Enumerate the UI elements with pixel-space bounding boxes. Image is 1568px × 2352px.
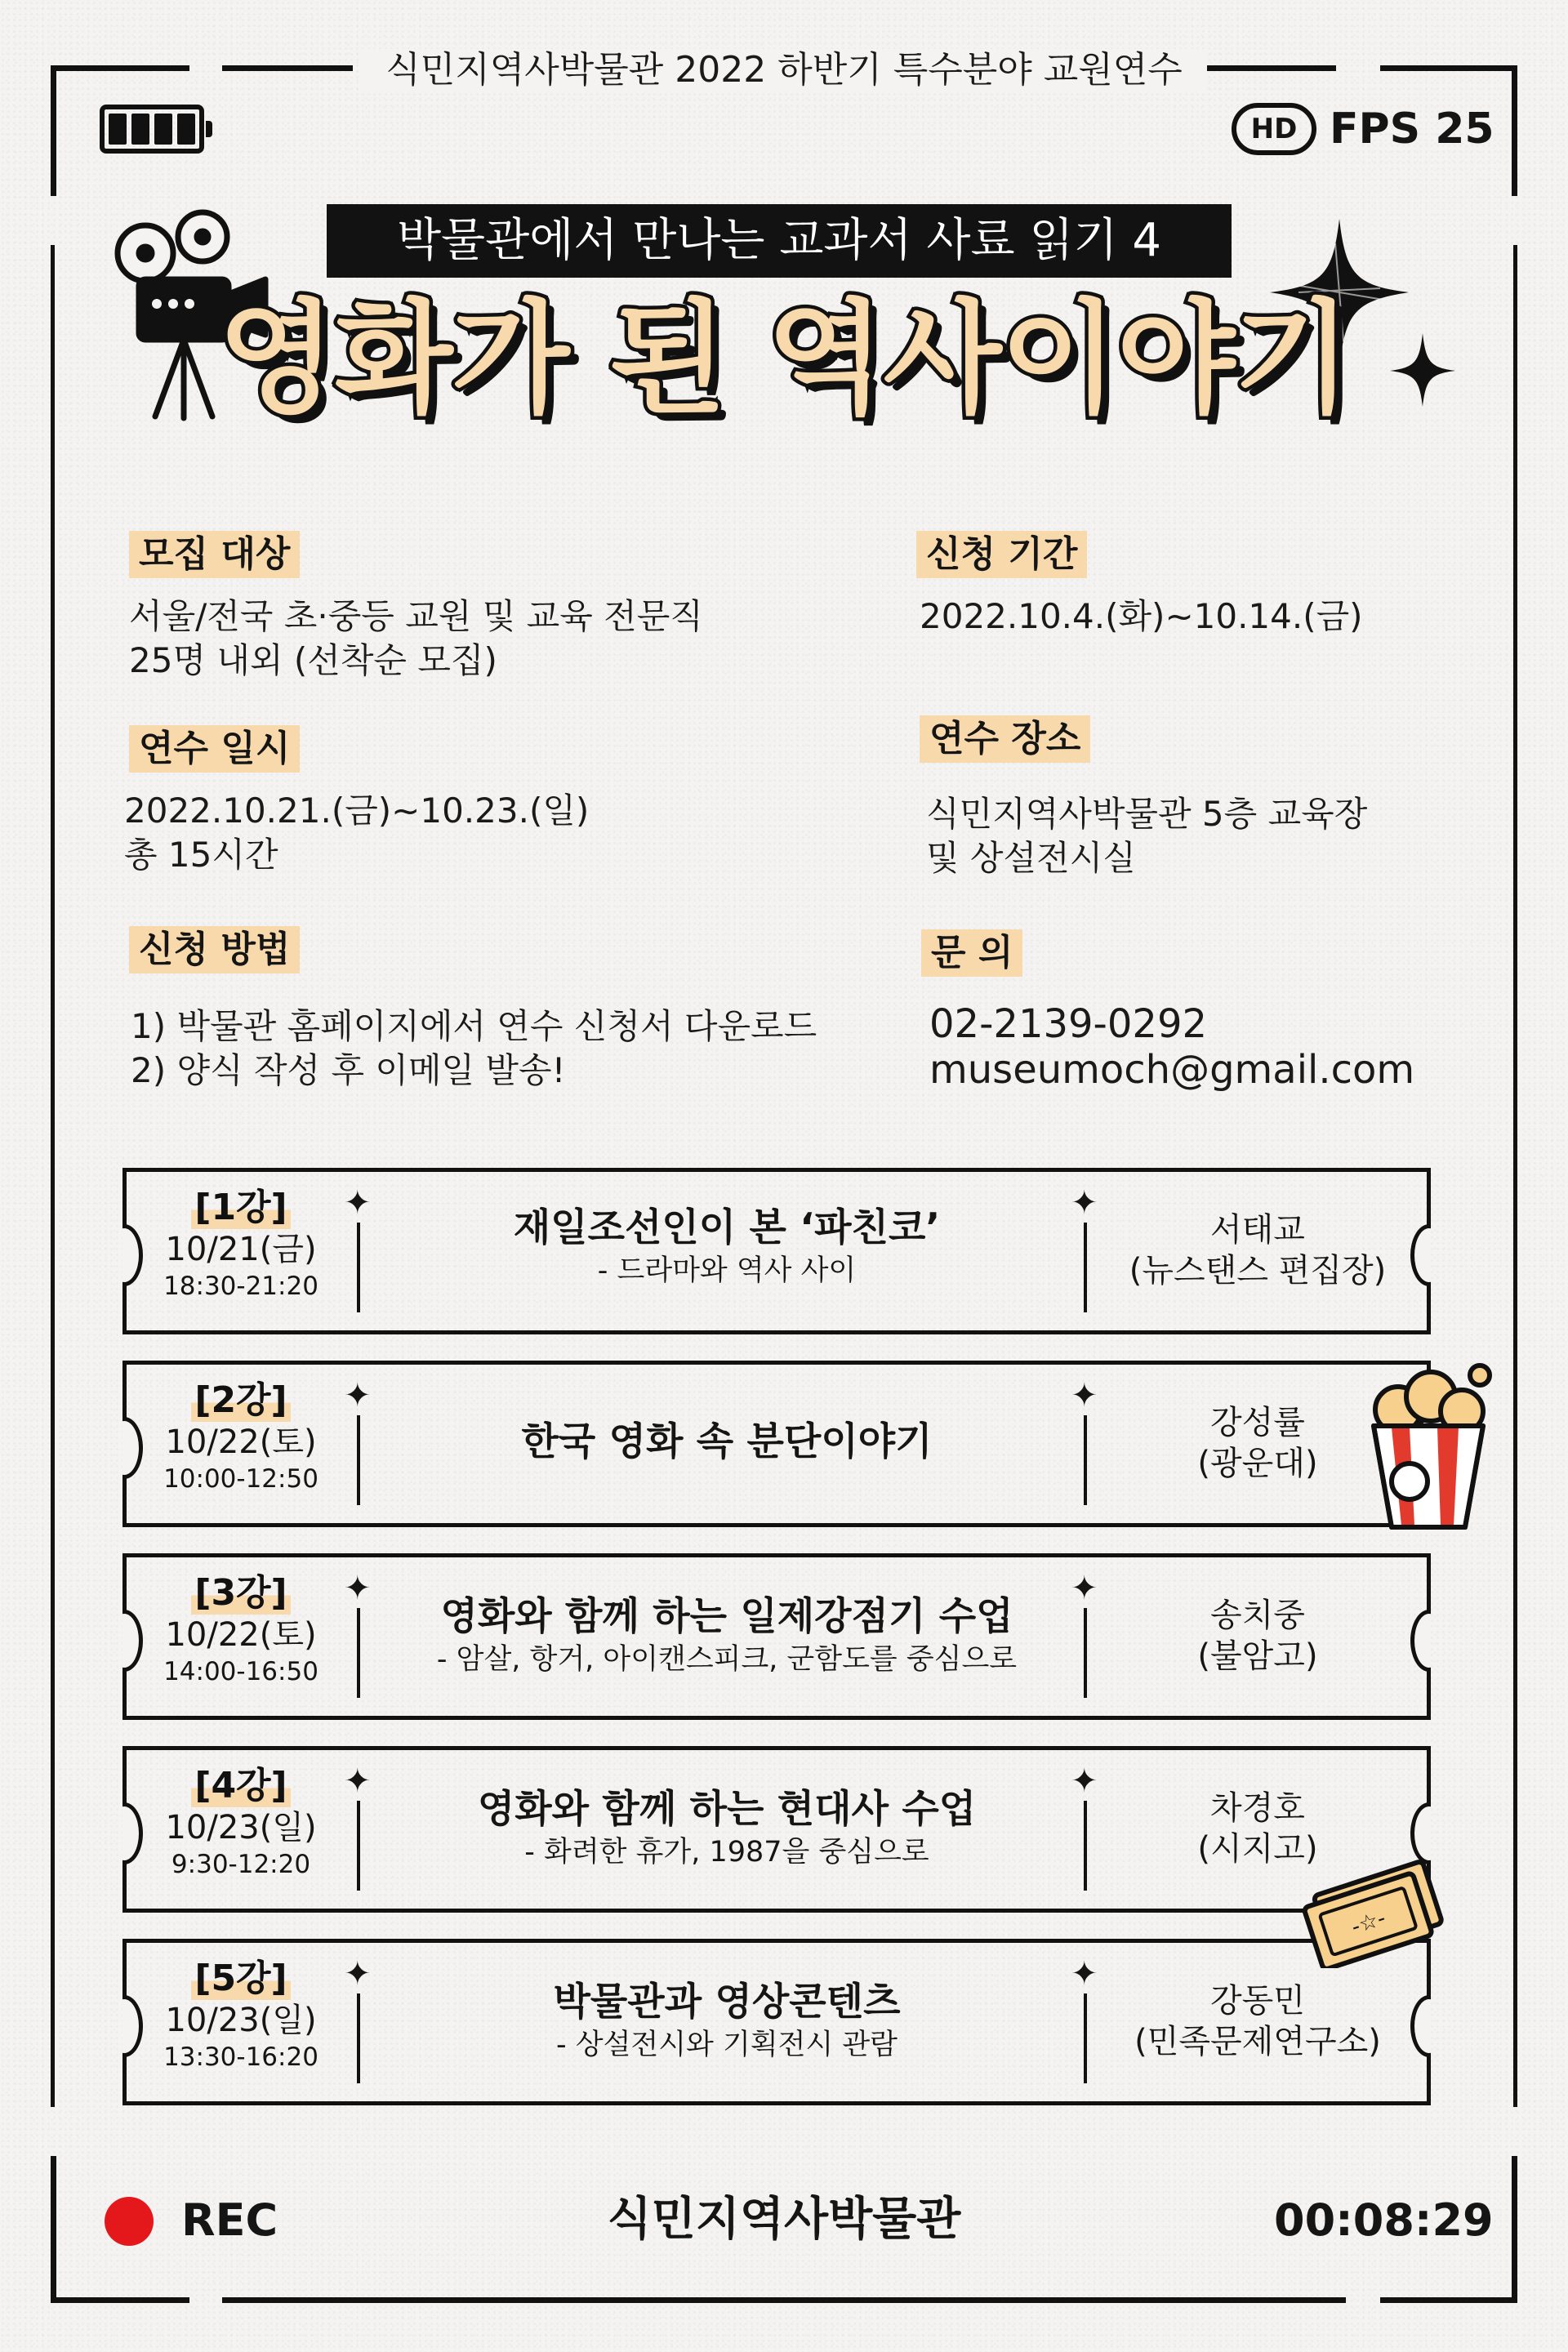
contact-text: 02-2139-0292 museumoch@gmail.com bbox=[929, 1001, 1415, 1093]
lecture-number: [5강] bbox=[191, 1958, 290, 2000]
method-text: 1) 박물관 홈페이지에서 연수 신청서 다운로드 2) 양식 작성 후 이메일 발송! bbox=[131, 1006, 817, 1090]
contact-label: 문 의 bbox=[921, 929, 1022, 977]
lecture-ticket bbox=[122, 1939, 1431, 2105]
lecture-date: 10/23(일) bbox=[165, 2002, 317, 2039]
lecture-title: 한국 영화 속 분단이야기 bbox=[521, 1419, 933, 1464]
lecture-time: 14:00-16:50 bbox=[163, 1657, 318, 1686]
star-icon: ✦ bbox=[1071, 1762, 1098, 1800]
star-icon: ✦ bbox=[1071, 1570, 1098, 1607]
star-icon: ✦ bbox=[344, 1570, 372, 1607]
lecture-subtitle: - 상설전시와 기획전시 관람 bbox=[556, 2029, 898, 2061]
battery-icon bbox=[100, 105, 204, 154]
star-icon: ✦ bbox=[1071, 1955, 1098, 1993]
lecturer-name: 서태교 bbox=[1210, 1211, 1305, 1249]
lecturer-name: 차경호 bbox=[1210, 1789, 1305, 1827]
lecturer-affiliation: (뉴스탠스 편집장) bbox=[1129, 1252, 1387, 1290]
lecture-ticket bbox=[122, 1553, 1431, 1720]
target-text: 서울/전국 초·중등 교원 및 교육 전문직 25명 내외 (선착순 모집) bbox=[129, 596, 703, 680]
lecture-title: 박물관과 영상콘텐츠 bbox=[553, 1980, 901, 2025]
lecture-subtitle: - 암살, 항거, 아이캔스피크, 군함도를 중심으로 bbox=[436, 1643, 1018, 1676]
lecture-date: 10/23(일) bbox=[165, 1809, 317, 1846]
place-label: 연수 장소 bbox=[920, 715, 1090, 763]
star-icon: ✦ bbox=[1071, 1377, 1098, 1414]
lecture-title: 재일조선인이 본 ‘파친코’ bbox=[513, 1205, 941, 1250]
lecture-ticket bbox=[122, 1168, 1431, 1334]
lecture-ticket bbox=[122, 1361, 1431, 1527]
lecture-number: [1강] bbox=[191, 1187, 290, 1229]
period-text: 2022.10.4.(화)~10.14.(금) bbox=[920, 596, 1363, 636]
star-icon: ✦ bbox=[1071, 1184, 1098, 1222]
period-label: 신청 기간 bbox=[916, 531, 1087, 578]
main-title: 영화가 된 역사이야기 bbox=[217, 288, 1351, 430]
lecture-time: 10:00-12:50 bbox=[163, 1464, 318, 1494]
lecture-date: 10/22(토) bbox=[165, 1423, 317, 1461]
lecture-title: 영화와 함께 하는 일제강점기 수업 bbox=[440, 1594, 1013, 1639]
popcorn-icon bbox=[1359, 1359, 1498, 1539]
lecturer-affiliation: (시지고) bbox=[1197, 1830, 1318, 1868]
lecture-number: [3강] bbox=[191, 1572, 290, 1615]
lecture-subtitle: - 화려한 휴가, 1987을 중심으로 bbox=[524, 1836, 929, 1869]
lecture-time: 18:30-21:20 bbox=[163, 1272, 318, 1301]
lecture-number: [4강] bbox=[191, 1765, 290, 1807]
svg-text:-☆-: -☆- bbox=[1348, 1905, 1389, 1940]
series-subtitle: 박물관에서 만나는 교과서 사료 읽기 4 bbox=[327, 204, 1232, 278]
lecture-title: 영화와 함께 하는 현대사 수업 bbox=[477, 1787, 977, 1832]
ticket-icon bbox=[1295, 1846, 1450, 1968]
rec-label: REC bbox=[181, 2194, 278, 2246]
lecturer-name: 강동민 bbox=[1210, 1982, 1305, 2020]
lecturer-affiliation: (민족문제연구소) bbox=[1134, 2023, 1381, 2060]
lecturer-name: 강성률 bbox=[1210, 1404, 1305, 1441]
museum-name: 식민지역사박물관 bbox=[607, 2193, 961, 2246]
method-label: 신청 방법 bbox=[129, 926, 300, 973]
star-icon: ✦ bbox=[344, 1377, 372, 1414]
lecture-ticket bbox=[122, 1746, 1431, 1913]
fps-label: FPS 25 bbox=[1330, 105, 1494, 154]
lecturer-affiliation: (불암고) bbox=[1197, 1637, 1318, 1675]
star-icon: ✦ bbox=[344, 1955, 372, 1993]
star-icon: ✦ bbox=[344, 1184, 372, 1222]
target-label: 모집 대상 bbox=[129, 531, 300, 578]
schedule-text: 2022.10.21.(금)~10.23.(일) 총 15시간 bbox=[124, 791, 590, 875]
lecture-subtitle: - 드라마와 역사 사이 bbox=[597, 1254, 857, 1287]
lecture-date: 10/22(토) bbox=[165, 1616, 317, 1654]
lecturer-name: 송치중 bbox=[1210, 1597, 1305, 1634]
lecturer-affiliation: (광운대) bbox=[1197, 1445, 1318, 1482]
hd-badge: HD bbox=[1232, 103, 1316, 155]
lecture-time: 9:30-12:20 bbox=[171, 1850, 311, 1879]
program-title: 식민지역사박물관 2022 하반기 특수분야 교원연수 bbox=[0, 47, 1568, 93]
schedule-label: 연수 일시 bbox=[129, 725, 300, 773]
lecture-date: 10/21(금) bbox=[165, 1231, 317, 1268]
timecode: 00:08:29 bbox=[1274, 2194, 1494, 2246]
lecture-time: 13:30-16:20 bbox=[163, 2042, 318, 2072]
star-icon: ✦ bbox=[344, 1762, 372, 1800]
place-text: 식민지역사박물관 5층 교육장 및 상설전시실 bbox=[926, 794, 1368, 878]
lecture-number: [2강] bbox=[191, 1379, 290, 1422]
